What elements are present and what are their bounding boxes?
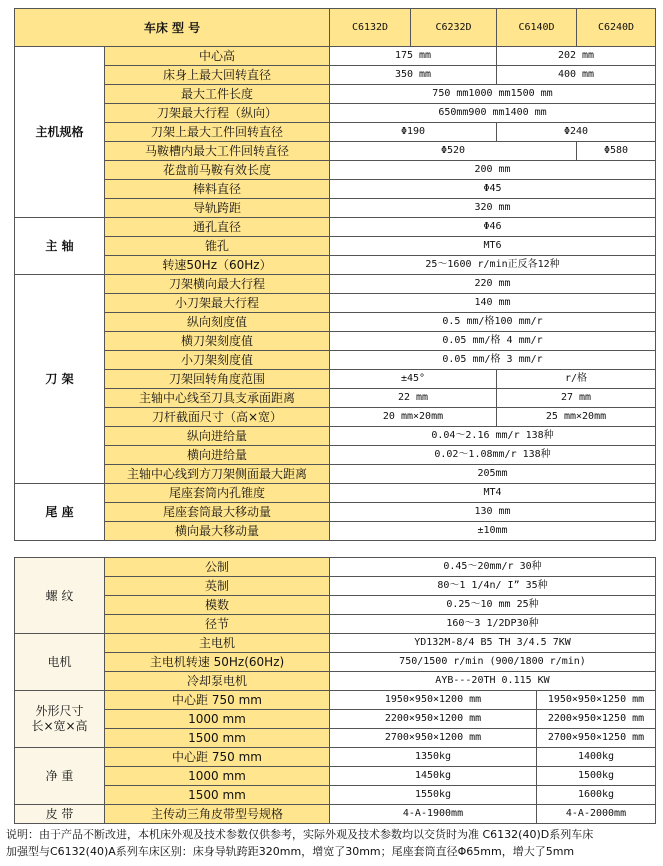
table-row — [15, 577, 656, 596]
row-label: 主电机 — [105, 634, 330, 653]
row-label: 主轴中心线到方刀架侧面最大距离 — [105, 465, 330, 484]
row-label: 小刀架刻度值 — [105, 351, 330, 370]
row-value: 0.05 mm/格 3 mm/r — [330, 351, 656, 370]
table-row — [15, 446, 656, 465]
row-value: MT4 — [330, 484, 656, 503]
row-label: 纵向进给量 — [105, 427, 330, 446]
table-row — [15, 275, 656, 294]
row-value: ±45° — [330, 370, 497, 389]
row-value: 1400kg — [537, 748, 656, 767]
category-tailstock: 尾 座 — [15, 484, 105, 541]
row-value: 202 mm — [497, 47, 656, 66]
row-label: 公制 — [105, 558, 330, 577]
table-row — [15, 786, 656, 805]
table-row — [15, 465, 656, 484]
row-value: 0.5 mm/格100 mm/r — [330, 313, 656, 332]
table-row — [15, 313, 656, 332]
category-spindle: 主 轴 — [15, 218, 105, 275]
spec-table-main — [14, 8, 656, 541]
table-row — [15, 47, 656, 66]
category-motor: 电机 — [15, 634, 105, 691]
table-row — [15, 294, 656, 313]
table-row — [15, 729, 656, 748]
row-value: MT6 — [330, 237, 656, 256]
model-c6240d: C6240D — [577, 9, 656, 47]
row-value: 25 mm×20mm — [497, 408, 656, 427]
table-row — [15, 85, 656, 104]
table-row — [15, 503, 656, 522]
row-label: 刀杆截面尺寸（高×宽） — [105, 408, 330, 427]
row-label: 刀架上最大工件回转直径 — [105, 123, 330, 142]
category-dimensions: 外形尺寸 长×宽×高 — [15, 691, 105, 748]
model-c6140d: C6140D — [497, 9, 577, 47]
row-value: 750/1500 r/min (900/1800 r/min) — [330, 653, 656, 672]
table-row — [15, 142, 656, 161]
footnote-line: 说明：由于产品不断改进，本机床外观及技术参数仅供参考，实际外观及技术参数均以交货时为准 C6132(40)D系列车床 — [6, 828, 594, 841]
row-label: 床身上最大回转直径 — [105, 66, 330, 85]
table-row — [15, 104, 656, 123]
row-label: 锥孔 — [105, 237, 330, 256]
row-value: 750 mm1000 mm1500 mm — [330, 85, 656, 104]
table-row — [15, 332, 656, 351]
row-label: 尾座套筒内孔锥度 — [105, 484, 330, 503]
row-label: 径节 — [105, 615, 330, 634]
table-row — [15, 653, 656, 672]
row-value: 2700×950×1250 mm — [537, 729, 656, 748]
row-label: 导轨跨距 — [105, 199, 330, 218]
header-title: 车床 型 号 — [15, 9, 330, 47]
row-value: Φ46 — [330, 218, 656, 237]
footnote — [6, 826, 661, 860]
row-value: Φ45 — [330, 180, 656, 199]
row-label: 刀架最大行程（纵向） — [105, 104, 330, 123]
row-label: 马鞍槽内最大工件回转直径 — [105, 142, 330, 161]
row-value: 1950×950×1250 mm — [537, 691, 656, 710]
table-row — [15, 484, 656, 503]
table-row — [15, 256, 656, 275]
row-value: 350 mm — [330, 66, 497, 85]
table-row — [15, 180, 656, 199]
row-value: Φ240 — [497, 123, 656, 142]
row-label: 刀架横向最大行程 — [105, 275, 330, 294]
row-label: 转速50Hz（60Hz） — [105, 256, 330, 275]
spec-table-extra — [14, 557, 656, 824]
row-value: 80～1 1/4n/ I” 35种 — [330, 577, 656, 596]
row-value: YD132M-8/4 B5 TH 3/4.5 7KW — [330, 634, 656, 653]
row-label: 尾座套筒最大移动量 — [105, 503, 330, 522]
row-value: 1600kg — [537, 786, 656, 805]
category-tool-post: 刀 架 — [15, 275, 105, 484]
row-value: 0.45～20mm/r 30种 — [330, 558, 656, 577]
row-label: 横向最大移动量 — [105, 522, 330, 541]
row-value: 20 mm×20mm — [330, 408, 497, 427]
row-value: 160～3 1/2DP30种 — [330, 615, 656, 634]
table-row — [15, 66, 656, 85]
table-row — [15, 427, 656, 446]
row-value: 400 mm — [497, 66, 656, 85]
row-value: 0.04～2.16 mm/r 138种 — [330, 427, 656, 446]
row-label: 1500 mm — [105, 786, 330, 805]
row-value: 2200×950×1250 mm — [537, 710, 656, 729]
row-label: 中心距 750 mm — [105, 691, 330, 710]
row-label: 主传动三角皮带型号规格 — [105, 805, 330, 824]
row-value: 650mm900 mm1400 mm — [330, 104, 656, 123]
row-value: 2700×950×1200 mm — [330, 729, 537, 748]
category-thread: 螺 纹 — [15, 558, 105, 634]
table-row — [15, 634, 656, 653]
row-label: 花盘前马鞍有效长度 — [105, 161, 330, 180]
table-row — [15, 596, 656, 615]
row-label: 1000 mm — [105, 767, 330, 786]
row-label: 横向进给量 — [105, 446, 330, 465]
table-row — [15, 558, 656, 577]
row-label: 冷却泵电机 — [105, 672, 330, 691]
table-row — [15, 710, 656, 729]
footnote-line: 加强型与C6132(40)A系列车床区别：床身导轨跨距320mm，增宽了30mm；尾座套筒直径Φ65mm，增大了5mm — [6, 845, 575, 858]
table-row — [15, 805, 656, 824]
row-value: 2200×950×1200 mm — [330, 710, 537, 729]
row-label: 小刀架最大行程 — [105, 294, 330, 313]
row-value: 22 mm — [330, 389, 497, 408]
row-label: 1500 mm — [105, 729, 330, 748]
row-value: r/格 — [497, 370, 656, 389]
category-net-weight: 净 重 — [15, 748, 105, 805]
row-value: 175 mm — [330, 47, 497, 66]
row-value: 1550kg — [330, 786, 537, 805]
row-label: 纵向刻度值 — [105, 313, 330, 332]
table-row — [15, 522, 656, 541]
table-row — [15, 161, 656, 180]
row-value: 0.25～10 mm 25种 — [330, 596, 656, 615]
table-row — [15, 370, 656, 389]
category-host-spec: 主机规格 — [15, 47, 105, 218]
table-row — [15, 218, 656, 237]
table-row — [15, 389, 656, 408]
table-row — [15, 199, 656, 218]
row-label: 主电机转速 50Hz(60Hz) — [105, 653, 330, 672]
row-value: 1500kg — [537, 767, 656, 786]
row-value: 25～1600 r/min正反各12种 — [330, 256, 656, 275]
row-label: 英制 — [105, 577, 330, 596]
row-value: 205mm — [330, 465, 656, 484]
row-value: 4-A-1900mm — [330, 805, 537, 824]
table-row — [15, 767, 656, 786]
row-value: AYB---20TH 0.115 KW — [330, 672, 656, 691]
row-value: 0.02～1.08mm/r 138种 — [330, 446, 656, 465]
row-label: 中心高 — [105, 47, 330, 66]
header-row — [15, 9, 656, 47]
table-row — [15, 351, 656, 370]
row-value: 140 mm — [330, 294, 656, 313]
row-value: Φ520 — [330, 142, 577, 161]
row-label: 最大工件长度 — [105, 85, 330, 104]
table-row — [15, 672, 656, 691]
row-value: 200 mm — [330, 161, 656, 180]
row-value: Φ190 — [330, 123, 497, 142]
row-value: 320 mm — [330, 199, 656, 218]
table-row — [15, 237, 656, 256]
table-row — [15, 123, 656, 142]
row-value: Φ580 — [577, 142, 656, 161]
row-label: 主轴中心线至刀具支承面距离 — [105, 389, 330, 408]
row-label: 刀架回转角度范围 — [105, 370, 330, 389]
row-value: 0.05 mm/格 4 mm/r — [330, 332, 656, 351]
table-row — [15, 615, 656, 634]
table-row — [15, 748, 656, 767]
row-value: 130 mm — [330, 503, 656, 522]
row-value: 1450kg — [330, 767, 537, 786]
table-row — [15, 691, 656, 710]
row-value: 1350kg — [330, 748, 537, 767]
row-label: 横刀架刻度值 — [105, 332, 330, 351]
row-value: 220 mm — [330, 275, 656, 294]
row-value: 4-A-2000mm — [537, 805, 656, 824]
row-label: 棒料直径 — [105, 180, 330, 199]
category-belt: 皮 带 — [15, 805, 105, 824]
model-c6232d: C6232D — [411, 9, 497, 47]
row-label: 通孔直径 — [105, 218, 330, 237]
row-value: ±10mm — [330, 522, 656, 541]
row-value: 1950×950×1200 mm — [330, 691, 537, 710]
row-label: 模数 — [105, 596, 330, 615]
row-value: 27 mm — [497, 389, 656, 408]
table-row — [15, 408, 656, 427]
model-c6132d: C6132D — [330, 9, 411, 47]
row-label: 1000 mm — [105, 710, 330, 729]
row-label: 中心距 750 mm — [105, 748, 330, 767]
